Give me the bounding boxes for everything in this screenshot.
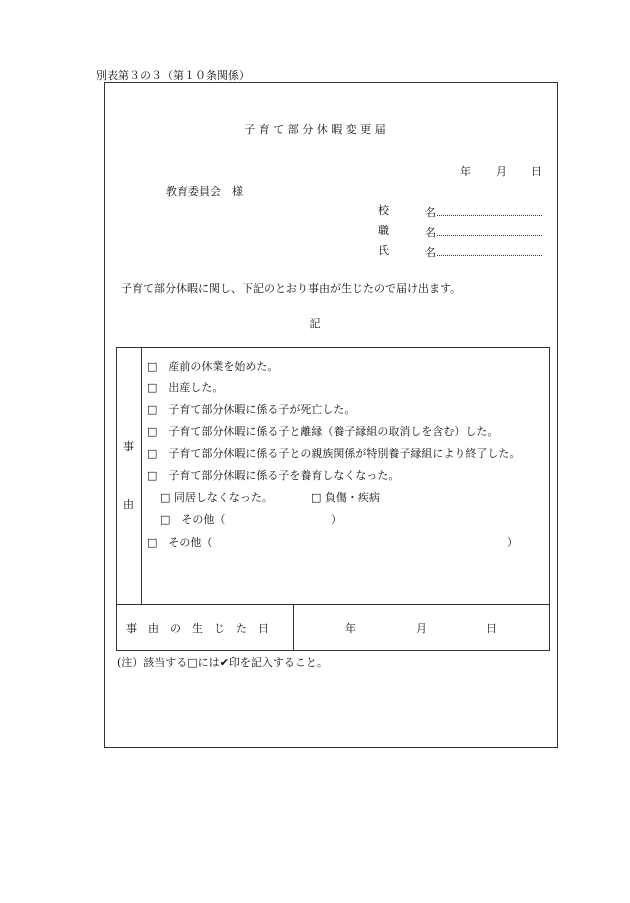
footnote-tail: 印を記入すること。 (228, 656, 328, 669)
footnote-text: (注）該当する□には (117, 656, 220, 669)
reason-label-bottom: 由 (123, 498, 134, 511)
checkbox-icon[interactable]: □ (147, 469, 158, 482)
checkbox-icon[interactable]: □ (160, 491, 171, 504)
school-name-field[interactable] (425, 205, 542, 218)
reason-item-3[interactable] (147, 404, 355, 415)
reason-item-2[interactable] (147, 382, 223, 393)
sub-reason-cohabit[interactable] (160, 492, 273, 503)
name-label-1: 氏 (378, 244, 389, 257)
reason-text: 子育て部分休暇に係る子と離縁（養子縁組の取消しを含む）した。 (168, 425, 499, 438)
occurred-year-label[interactable]: 年 (345, 622, 356, 635)
footnote (117, 657, 328, 668)
reason-other-close: ） (507, 536, 518, 549)
ki-heading: 記 (309, 317, 321, 330)
school-label-2: 名 (425, 206, 436, 219)
reason-item-other[interactable] (147, 537, 212, 548)
reason-item-4[interactable] (147, 426, 498, 437)
position-field[interactable] (425, 225, 542, 238)
position-label-1: 職 (378, 224, 389, 237)
checkbox-icon[interactable]: □ (147, 360, 158, 373)
checkbox-icon[interactable]: □ (147, 536, 158, 549)
reason-text: 出産した。 (168, 381, 224, 394)
reason-label-top: 事 (123, 440, 134, 453)
sub-reason-text: その他（ (181, 513, 226, 526)
reason-item-5[interactable] (147, 448, 520, 459)
date-day-label: 日 (531, 165, 542, 178)
form-title: 子 育 て 部 分 休 暇 変 更 届 (244, 123, 386, 136)
occurred-day-label[interactable]: 日 (486, 622, 497, 635)
check-mark-icon: ✔ (219, 656, 229, 669)
table-divider-horizontal (117, 604, 549, 605)
reason-text: 子育て部分休暇に係る子との親族関係が特別養子縁組により終了した。 (168, 447, 521, 460)
form-number: 別表第３の３（第１０条関係） (96, 69, 250, 82)
checkbox-icon[interactable]: □ (147, 381, 158, 394)
table-divider-vertical (141, 348, 142, 604)
reason-text: その他（ (168, 536, 213, 549)
addressee: 教育委員会 様 (166, 185, 243, 198)
reason-text: 子育て部分休暇に係る子を養育しなくなった。 (168, 469, 400, 482)
table-divider-date (293, 604, 294, 650)
name-label-2: 名 (425, 246, 436, 259)
checkbox-icon[interactable]: □ (160, 513, 171, 526)
sub-reason-text: 同居しなくなった。 (173, 491, 273, 504)
checkbox-icon[interactable]: □ (311, 491, 322, 504)
checkbox-icon[interactable]: □ (147, 447, 158, 460)
reason-item-1[interactable] (147, 361, 278, 372)
sub-reason-injury[interactable] (311, 492, 380, 503)
reason-text: 産前の休業を始めた。 (168, 360, 279, 373)
checkbox-icon[interactable]: □ (147, 425, 158, 438)
sub-reason-text: 負傷・疾病 (324, 491, 380, 504)
date-month-label: 月 (496, 165, 507, 178)
position-label-2: 名 (425, 226, 436, 239)
school-label-1: 校 (378, 204, 389, 217)
date-occurred-label: 事 由 の 生 じ た 日 (126, 622, 269, 635)
occurred-month-label[interactable]: 月 (416, 622, 427, 635)
sub-reason-other-close: ） (331, 513, 342, 526)
date-year-label: 年 (460, 165, 471, 178)
sub-reason-other[interactable] (160, 514, 225, 525)
reason-text: 子育て部分休暇に係る子が死亡した。 (168, 403, 356, 416)
checkbox-icon[interactable]: □ (147, 403, 158, 416)
statement: 子育て部分休暇に関し、下記のとおり事由が生じたので届け出ます。 (121, 282, 462, 295)
reason-item-6[interactable] (147, 470, 399, 481)
name-field[interactable] (425, 245, 542, 258)
